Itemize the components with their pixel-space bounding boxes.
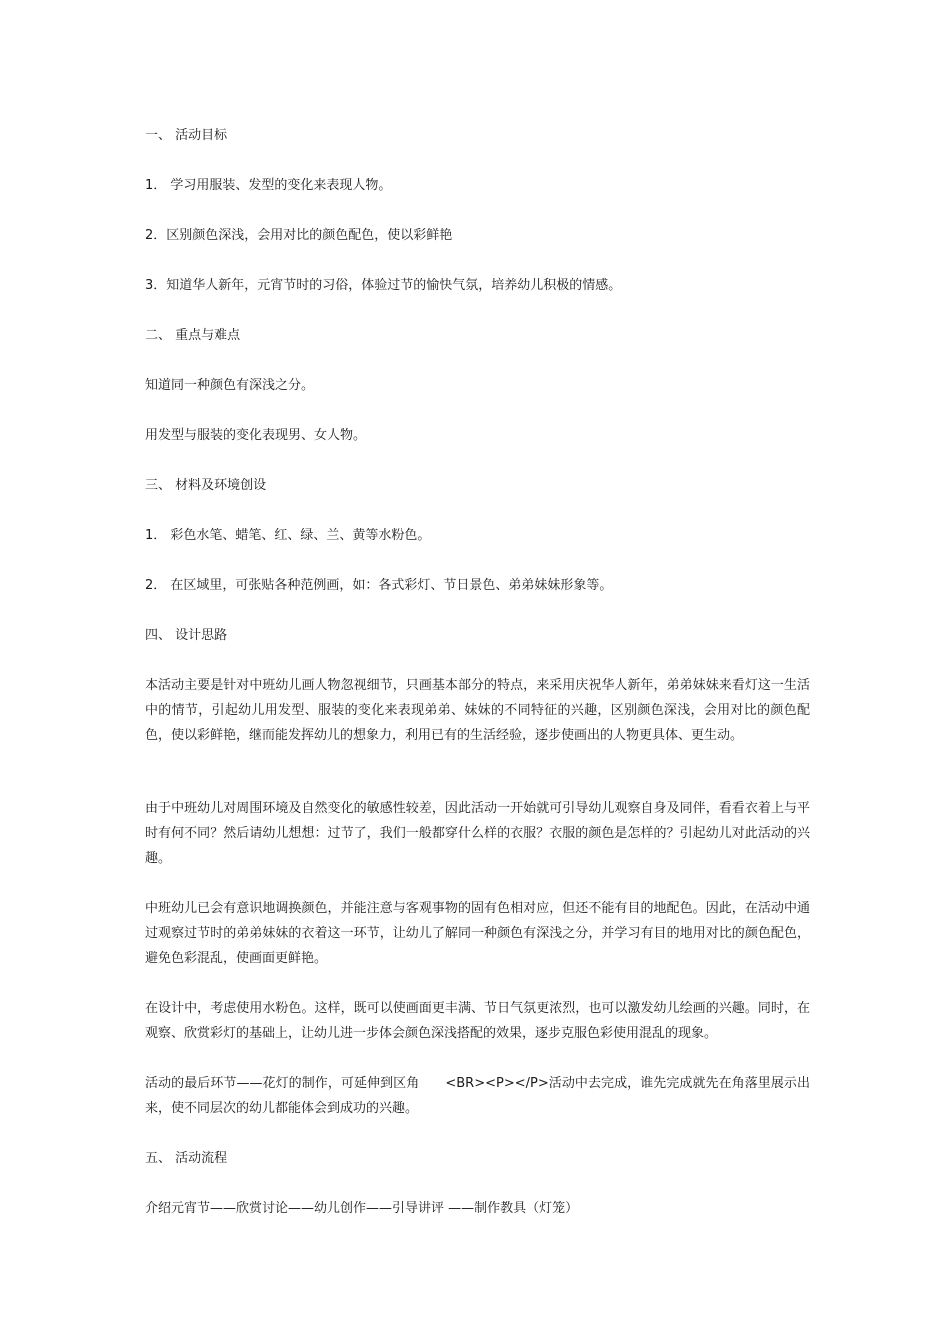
section-heading-materials: 三、 材料及环境创设 [145,478,267,493]
design-paragraph-1: 本活动主要是针对中班幼儿画人物忽视细节，只画基本部分的特点，来采用庆祝华人新年，弟弟妹妹来看灯这一生活中的情节，引起幼儿用发型、服装的变化来表现弟弟、妹妹的不同特征的兴趣，区别颜色深浅，会用对比的颜色配色，使以彩鲜艳，继而能发挥幼儿的想象力，利用已有的生活经验，逐步使画出的人物更具体、更生动。 [145,678,810,743]
activity-flow: 介绍元宵节——欣赏讨论——幼儿创作——引导讲评 ——制作教具（灯笼） [145,1201,579,1216]
section-heading-key-points: 二、 重点与难点 [145,328,241,343]
section-heading-objectives: 一、 活动目标 [145,128,228,143]
material-item-2: 2． 在区域里，可张贴各种范例画，如：各式彩灯、节日景色、弟弟妹妹形象等。 [145,578,613,593]
design-paragraph-4: 在设计中，考虑使用水粉色。这样，既可以使画面更丰满、节日气氛更浓烈，也可以激发幼儿绘画的兴趣。同时，在观察、欣赏彩灯的基础上，让幼儿进一步体会颜色深浅搭配的效果，逐步克服色彩使用混乱的现象。 [145,1001,810,1041]
material-item-1: 1． 彩色水笔、蜡笔、红、绿、兰、黄等水粉色。 [145,528,431,543]
design-paragraph-2: 由于中班幼儿对周围环境及自然变化的敏感性较差，因此活动一开始就可引导幼儿观察自身及同伴，看看衣着上与平时有何不同？然后请幼儿想想：过节了，我们一般都穿什么样的衣服？衣服的颜色是怎样的？引起幼儿对此活动的兴趣。 [145,801,810,866]
key-point-1: 知道同一种颜色有深浅之分。 [145,378,315,393]
objective-item-1: 1． 学习用服装、发型的变化来表现人物。 [145,178,392,193]
key-point-2: 用发型与服装的变化表现男、女人物。 [145,428,367,443]
design-paragraph-5: 活动的最后环节——花灯的制作，可延伸到区角 <BR><P></P>活动中去完成，谁先完成就先在角落里展示出来，使不同层次的幼儿都能体会到成功的兴趣。 [145,1076,810,1116]
section-heading-flow: 五、 活动流程 [145,1151,228,1166]
objective-item-2: 2．区别颜色深浅，会用对比的颜色配色，使以彩鲜艳 [145,228,453,243]
objective-item-3: 3．知道华人新年，元宵节时的习俗，体验过节的愉快气氛，培养幼儿积极的情感。 [145,278,622,293]
design-paragraph-3: 中班幼儿已会有意识地调换颜色，并能注意与客观事物的固有色相对应，但还不能有目的地配色。因此，在活动中通过观察过节时的弟弟妹妹的衣着这一环节，让幼儿了解同一种颜色有深浅之分，并学习有目的地用对比的颜色配色，避免色彩混乱，使画面更鲜艳。 [145,901,810,966]
section-heading-design: 四、 设计思路 [145,628,228,643]
